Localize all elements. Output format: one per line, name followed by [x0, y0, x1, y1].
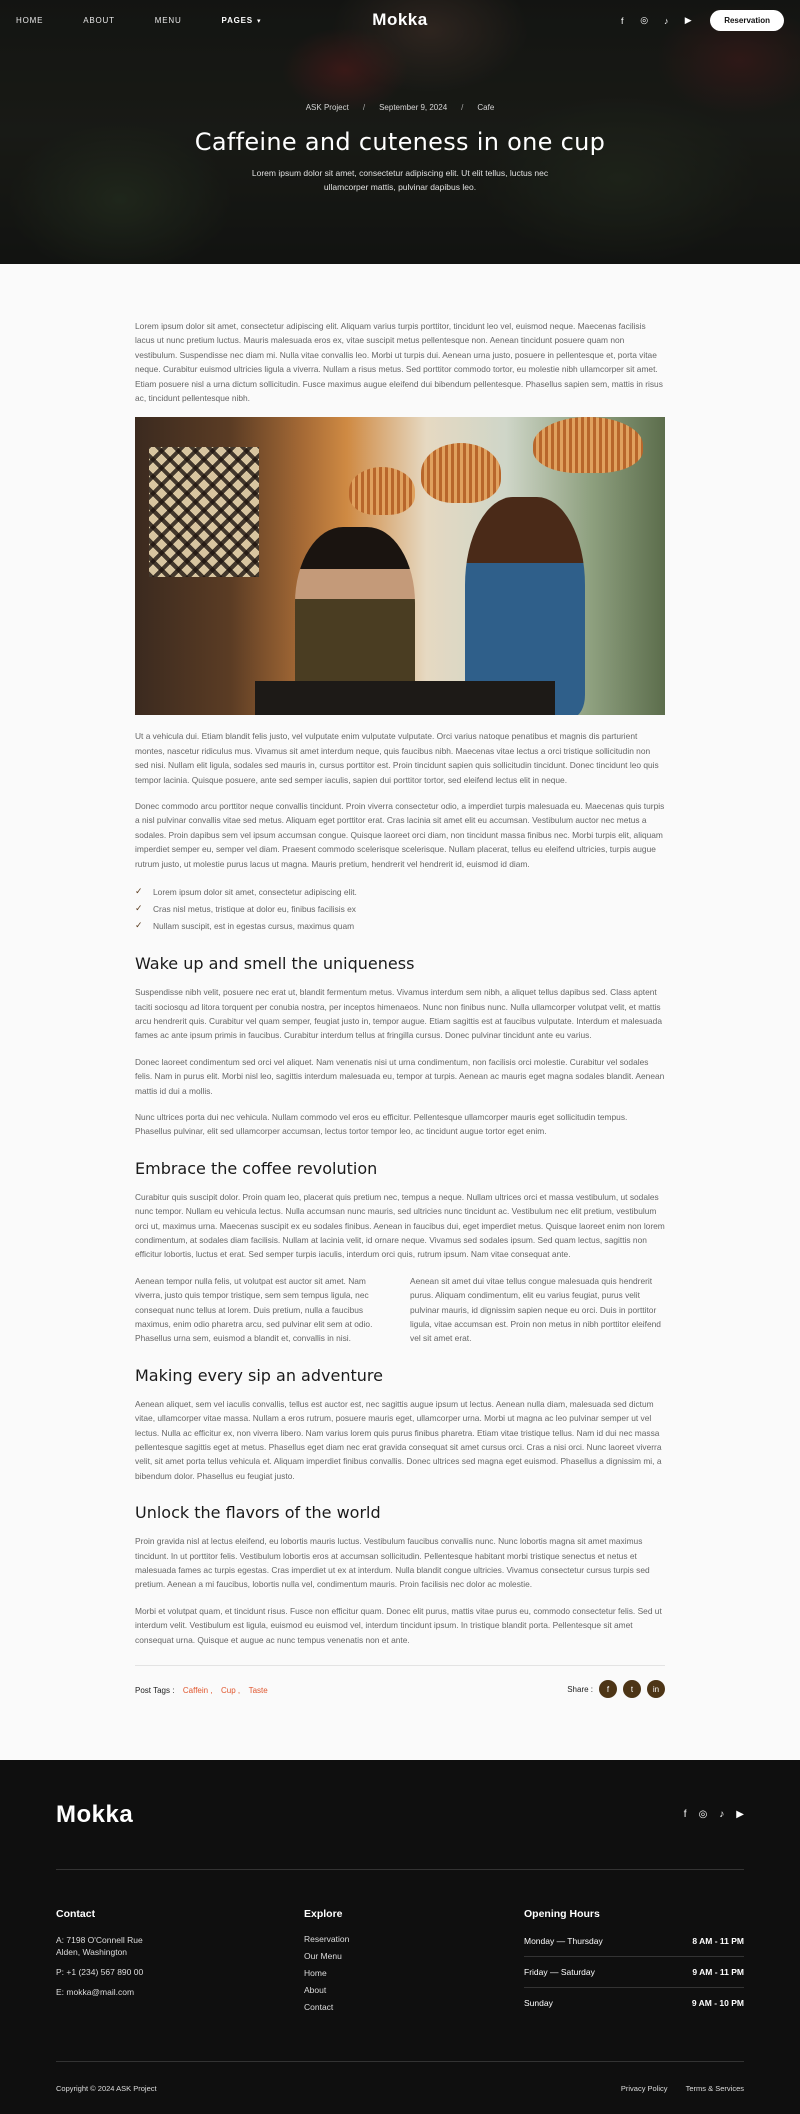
tag-taste[interactable]: Taste	[248, 1686, 268, 1696]
meta-category[interactable]: Cafe	[477, 103, 495, 112]
column-paragraph-right: Aenean sit amet dui vitae tellus congue malesuada quis hendrerit purus. Aliquam condimentum, elit eu varius feugiat, purus velit pulvinar mauris, id dignissim sapien neque eu orci. Duis in porttitor ligula, vitae accumsan est. Proin non metus in nibh porttitor eleifend vel sit amet erat.	[410, 1275, 661, 1344]
meta-date: September 9, 2024	[379, 103, 448, 112]
reservation-button[interactable]: Reservation	[710, 10, 784, 31]
explore-title: Explore	[304, 1908, 343, 1920]
legal-links	[605, 2084, 744, 2093]
footer-link-about[interactable]: About	[304, 1985, 327, 1995]
share-bar	[567, 1680, 665, 1698]
body-paragraph: Aenean aliquet, sem vel iaculis convallis, tellus est auctor est, nec sagittis augue ipsum ut lectus. Aenean nulla diam, malesuada sed dictum vitae, ullamcorper vitae massa. Nullam a eros rutrum, posuere mauris eget, ullamcorper urna. Morbi ut magna ac leo pulvinar semper ut vel lectus. Nulla ac efficitur ex, non viverra libero. Nam varius lorem quis purus finibus pharetra. Etiam vitae tristique tellus. Nam id dui nec massa pellentesque sagittis eget at metus. Phasellus eget diam nec erat gravida consequat sit amet cursus orci. Cras a nisi orci. Nunc laoreet viverra velit, sit amet porta tellus vehicula et. Aliquam imperdiet finibus convallis. Donec ultrices sed magna eget euismod. Phasellus a dignissim mi, a bibendum dolor. Phasellus eu feugiat justo.	[135, 1398, 662, 1481]
section-heading: Unlock the flavors of the world	[135, 1503, 381, 1523]
page-title: Caffeine and cuteness in one cup	[194, 128, 606, 156]
facebook-icon[interactable]: f	[683, 1809, 687, 1820]
lamp-shade	[533, 417, 643, 473]
nav-links	[16, 16, 301, 25]
terms-link[interactable]: Terms & Services	[685, 2083, 744, 2093]
hero-section	[0, 0, 800, 264]
page-subtitle: Lorem ipsum dolor sit amet, consectetur adipiscing elit. Ut elit tellus, luctus nec ullamcorper mattis, pulvinar dapibus leo.	[251, 168, 549, 192]
body-paragraph: Donec laoreet condimentum sed orci vel aliquet. Nam venenatis nisi ut urna condimentum, non facilisis orci molestie. Curabitur vel sodales felis. Nam in purus elit. Morbi nisl leo, sagittis interdum malesuada eu, tempor at turpis. Aenean ac mauris eget magna sodales blandit. Aenean mattis id dui a mollis.	[135, 1056, 665, 1096]
post-tags	[135, 1680, 268, 1698]
footer-top	[56, 1760, 744, 1870]
body-paragraph: Donec commodo arcu porttitor neque convallis tincidunt. Proin viverra consectetur odio, a imperdiet turpis malesuada eu. Maecenas quis turpis a nisl pulvinar convallis vitae sed metus. Aliquam eget porttitor erat. Cras lacinia sit amet elit eu accumsan. Vestibulum auctor nec metus a sodales. Proin dapibus sem vel ipsum accumsan congue. Quisque laoreet orci diam, non tincidunt massa finibus nec. Morbi turpis elit, aliquam imperdiet semper eu, semper vel diam. Praesent commodo scelerisque scelerisque. Nullam placerat, tellus eu eleifend ultricies, turpis augue rutrum justo, ut molestie purus lacus ut magna. Mauris pretium, hendrerit vel hendrerit id, euismod id diam.	[135, 801, 665, 869]
hours-day: Friday — Saturday	[524, 1967, 595, 1977]
column-paragraph-left: Aenean tempor nulla felis, ut volutpat est auctor sit amet. Nam viverra, justo quis tempor tristique, sem sem tempus ligula, nec consequat nunc tellus at lorem. Duis pretium, nulla a faucibus maximus, enim odio pharetra arcu, sed pulvinar elit sem at odio. Phasellus urna sem, euismod a blandit et, convallis in nisi.	[135, 1275, 373, 1344]
top-nav	[0, 0, 800, 40]
body-paragraph: Curabitur quis suscipit dolor. Proin quam leo, placerat quis pretium nec, tempus a neque. Nullam ultrices orci et massa vestibulum, ut sodales nunc tempor. Nullam eu vehicula lectus. Nulla accumsan nunc mauris, sed ultricies nunc tincidunt ac. Vestibulum nec elit pretium, vestibulum orci ut, maximus urna. Maecenas suscipit ex eu sodales finibus. Aenean in faucibus dui, eget imperdiet metus. Quisque laoreet enim non lorem condimentum, at sodales diam facilisis. Nullam at lacinia velit, id ornare neque. Vivamus sed sodales ipsum. Sed quam lectus, sagittis non efficitur lobortis, luctus et erat. Sed semper turpis iaculis, interdum orci quis, rutrum ipsum. Nam vitae consequat ante.	[135, 1191, 665, 1260]
facebook-share-icon[interactable]: f	[599, 1680, 617, 1698]
footer-social	[684, 1809, 744, 1820]
contact-title: Contact	[56, 1908, 96, 1920]
list-item-text: Cras nisl metus, tristique at dolor eu, finibus facilisis ex	[153, 903, 356, 914]
copyright-text: Copyright © 2024 ASK Project	[56, 2083, 157, 2093]
lamp-shade	[349, 467, 415, 515]
address-line: Alden, Washington	[56, 1947, 128, 1957]
address-line: A: 7198 O'Connell Rue	[56, 1935, 143, 1945]
facebook-icon[interactable]: f	[620, 15, 624, 26]
section-heading: Wake up and smell the uniqueness	[135, 954, 415, 974]
footer-columns	[56, 1870, 744, 2062]
hours-row	[524, 1926, 744, 1957]
list-item	[135, 883, 665, 900]
tag-caffein[interactable]: Caffein ,	[182, 1686, 213, 1696]
hours-row	[524, 1957, 744, 1988]
logo[interactable]: Mokka	[372, 10, 428, 29]
cafe-table	[255, 681, 555, 715]
section-heading: Embrace the coffee revolution	[135, 1158, 378, 1178]
linkedin-share-icon[interactable]: in	[647, 1680, 665, 1698]
check-icon: ✓	[135, 903, 143, 914]
body-paragraph: Proin gravida nisl at lectus eleifend, eu lobortis mauris luctus. Vestibulum faucibus convallis nunc. Nunc lobortis magna sit amet maximus tincidunt. In ut porttitor felis. Vestibulum lobortis eros at accumsan sollicitudin. Pellentesque habitant morbi tristique senectus et netus et malesuada fames ac turpis egestas. Cras imperdiet ut ex at interdum. Nulla blandit congue ultricies. Vivamus consectetur cursus turpis sed pretium. Aenean a mi faucibus, lobortis nulla vel, condimentum mauris. Proin facilisis nec dolor ac molestie.	[135, 1536, 650, 1590]
footer-logo[interactable]: Mokka	[56, 1800, 134, 1828]
share-label: Share :	[567, 1684, 593, 1694]
hours-day: Monday — Thursday	[524, 1936, 603, 1946]
hours-time: 9 AM - 10 PM	[691, 1998, 744, 2008]
meta-separator: /	[461, 103, 464, 112]
nav-pages[interactable]	[222, 16, 262, 25]
list-item-text: Nullam suscipit, est in egestas cursus, maximus quam	[153, 920, 355, 931]
nav-about[interactable]: ABOUT	[83, 15, 115, 25]
body-paragraph: Suspendisse nibh velit, posuere nec erat ut, blandit fermentum metus. Vivamus interdum sem nibh, a aliquet tellus dapibus sed. Class aptent taciti sociosqu ad litora torquent per conubia nostra, per inceptos himenaeos. Nunc non finibus nunc. Nulla ullamcorper volutpat velit, et mattis arcu hendrerit quis. Curabitur vel quam semper, feugiat justo in, tempor augue. Etiam sagittis est at faucibus vulputate. Interdum et malesuada fames ac ante ipsum primis in faucibus. Curabitur interdum tellus at fringilla cursus. Donec pulvinar tincidunt ante eu varius.	[135, 987, 662, 1041]
nav-home[interactable]: HOME	[16, 15, 44, 25]
tags-label: Post Tags :	[135, 1686, 175, 1696]
chevron-down-icon: ▾	[256, 17, 262, 25]
check-icon: ✓	[135, 920, 143, 931]
site-footer	[0, 1760, 800, 2114]
email-text[interactable]: E: mokka@mail.com	[56, 1987, 135, 1997]
footer-link-menu[interactable]: Our Menu	[304, 1951, 342, 1961]
twitter-share-icon[interactable]: t	[623, 1680, 641, 1698]
hero-content	[0, 103, 800, 194]
instagram-icon[interactable]: ◎	[640, 15, 649, 25]
hours-time: 8 AM - 11 PM	[692, 1936, 744, 1946]
lamp-shade	[421, 443, 501, 503]
privacy-policy-link[interactable]: Privacy Policy	[620, 2083, 668, 2093]
list-item-text: Lorem ipsum dolor sit amet, consectetur adipiscing elit.	[153, 886, 357, 897]
footer-link-reservation[interactable]: Reservation	[304, 1934, 350, 1944]
check-icon: ✓	[135, 886, 143, 897]
list-item	[135, 900, 665, 917]
article-body	[135, 264, 665, 1698]
contact-column	[56, 1908, 304, 2061]
instagram-icon[interactable]: ◎	[698, 1809, 708, 1820]
hours-row	[524, 1988, 744, 2018]
list-item	[135, 917, 665, 934]
hours-column	[524, 1908, 744, 2061]
tag-cup[interactable]: Cup ,	[221, 1686, 241, 1696]
tiktok-icon[interactable]: ♪	[719, 1809, 725, 1820]
body-paragraph: Ut a vehicula dui. Etiam blandit felis justo, vel vulputate enim vulputate vulputate. Orci varius natoque penatibus et magnis dis parturient montes, nascetur ridiculus mus. Vivamus sit amet interdum neque, quis faucibus nibh. Maecenas vitae lectus a orci tristique sollicitudin non sed nisi. Nullam elit ligula, sodales sed mauris in, cursus porttitor est. Proin tincidunt sapien quis sollicitudin tincidunt. Donec tincidunt leo quis tempor lacinia. Quisque posuere, ante sed semper iaculis, sapien dui porttitor tortor, sed eleifend lectus elit in neque.	[135, 731, 659, 785]
post-meta	[0, 103, 800, 112]
hours-time: 9 AM - 11 PM	[692, 1967, 744, 1977]
youtube-icon[interactable]: ▶	[736, 1809, 744, 1820]
nav-right	[616, 10, 784, 31]
footer-link-home[interactable]: Home	[304, 1968, 327, 1978]
checklist	[135, 883, 665, 934]
explore-column	[304, 1908, 524, 2061]
meta-author[interactable]: ASK Project	[305, 103, 349, 112]
body-paragraph: Morbi et volutpat quam, et tincidunt risus. Fusce non efficitur quam. Donec elit purus, mattis vitae purus eu, commodo consectetur felis. Sed ut interdum velit. Vestibulum est ligula, euismod eu euismod vel, interdum tincidunt ipsum. In tristique blandit porta. Pellentesque sit amet consequat urna. Quisque et augue ac nunc tempus venenatis non et ante.	[135, 1605, 662, 1645]
intro-paragraph: Lorem ipsum dolor sit amet, consectetur adipiscing elit. Aliquam varius turpis porttitor, tincidunt leo vel, euismod neque. Maecenas facilisis lacus ut nunc pretium luctus. Mauris malesuada eros ex, vitae suscipit metus pellentesque non. Aenean tincidunt posuere quam non vestibulum. Suspendisse nec diam mi. Nulla vitae convallis leo. Morbi ut turpis dui. Aenean urna justo, posuere in pellentesque et, porta vitae neque. Curabitur euismod ultricies ligula a viverra. Nullam a risus metus. Sed porttitor commodo tortor, eu molestie nibh ullamcorper sit amet. Etiam posuere nisl a urna dictum sollicitudin. Fusce maximus augue eleifend dui bibendum pellentesque. Phasellus sapien sem, mattis in risus ac, tincidunt pellentesque nibh.	[135, 321, 663, 404]
two-column-text	[135, 1274, 665, 1346]
phone-text[interactable]: P: +1 (234) 567 890 00	[56, 1967, 144, 1977]
nav-menu[interactable]: MENU	[154, 15, 182, 25]
hours-day: Sunday	[524, 1998, 553, 2008]
tiktok-icon[interactable]: ♪	[663, 15, 669, 26]
post-footer	[135, 1665, 665, 1698]
lattice-wall	[149, 447, 259, 577]
meta-separator: /	[362, 103, 366, 112]
nav-pages-label: PAGES	[221, 15, 253, 25]
article-image	[135, 417, 665, 715]
footer-link-contact[interactable]: Contact	[304, 2002, 334, 2012]
hours-title: Opening Hours	[524, 1908, 600, 1920]
youtube-icon[interactable]: ▶	[684, 15, 692, 25]
section-heading: Making every sip an adventure	[135, 1365, 383, 1385]
body-paragraph: Nunc ultrices porta dui nec vehicula. Nullam commodo vel eros eu efficitur. Pellentesque ullamcorper mauris eget sollicitudin tempus. Phasellus pulvinar, elit sed ullamcorper accumsan, lectus tortor tempor leo, ac tincidunt augue tortor eget enim.	[135, 1111, 628, 1137]
footer-bottom	[56, 2062, 744, 2114]
